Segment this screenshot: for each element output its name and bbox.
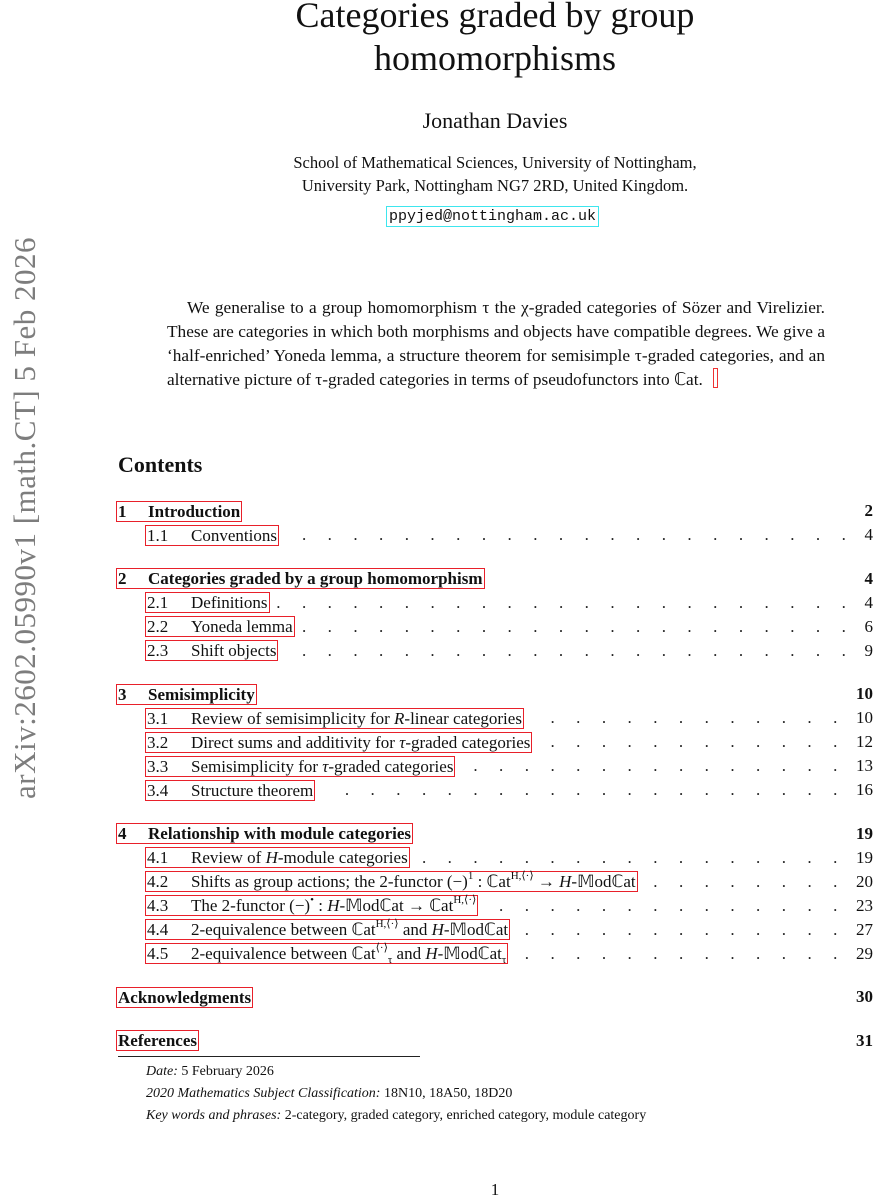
toc-section [118,822,873,846]
toc-page-number: 9 [864,640,873,660]
toc-link[interactable] [145,592,270,613]
toc-page-number: 10 [856,708,873,727]
toc-subsection [118,639,873,663]
toc-title-part: : ℂat [473,872,511,891]
toc-section [118,682,873,706]
toc-title-part: H [265,848,278,867]
toc-title-part: τ [501,954,507,966]
toc-title-part: Shift objects [191,641,277,660]
toc-title-part: -𝕄odℂat [437,944,502,963]
toc-title-part: -graded categories [405,732,531,752]
toc-page-number: 6 [864,616,873,636]
toc-link[interactable] [116,987,253,1008]
toc-title-part: -linear categories [404,708,522,728]
toc-subsection [118,730,873,754]
toc-title-part: References [118,1031,197,1050]
toc-title-part: and [398,920,432,939]
toc-title-part: τ [387,954,393,966]
toc-title-part: -graded categories [328,756,454,776]
toc-number: 3.4 [147,780,169,800]
abstract-text: We generalise to a group homomorphism τ the χ-graded categories of Sözer and Virelizier. These are categories in which both morphisms and objects have compatible degrees. We give a ‘half-enriched’ Yoneda lemma, a structure theorem for semisimple τ-graded categories, and an alternative picture of τ-graded categories in terms of pseudofunctors into ℂat. [167,298,825,389]
footnote-value: 5 February 2026 [177,1064,274,1079]
toc-page-number: 12 [856,732,873,751]
arxiv-identifier-stamp[interactable]: arXiv:2602.05990v1 [math.CT] 5 Feb 2026 [7,237,42,799]
toc-title-part: H,⟨·⟩ [510,870,534,882]
toc-number: 4.1 [147,848,169,867]
toc-title-part: H [327,896,340,915]
dot-leader: . . . . . . . . . . . . . . . . . . . . . . . [276,592,855,612]
toc-title-part: -𝕄odℂat [443,920,509,939]
toc-title-part: ⟨·⟩ [375,942,388,954]
toc-subsection [118,846,873,870]
toc-page-number: 13 [856,756,873,775]
toc-subsection [118,706,873,730]
toc-title-part: and [392,944,426,963]
toc-title-part: -module categories [277,848,408,867]
toc-section [118,985,873,1009]
affiliation-line: School of Mathematical Sciences, University of Nottingham, [293,153,697,172]
footnote-label: Key words and phrases: [146,1108,282,1123]
toc-subsection [118,778,873,802]
toc-subsection [118,870,873,894]
toc-subsection [118,918,873,942]
footnote-rule [118,1056,420,1057]
title-line: homomorphisms [373,38,616,78]
email-link[interactable]: ppyjed@nottingham.ac.uk [386,206,599,227]
footnote-msc [146,1086,512,1102]
toc-page-number: 23 [856,895,873,915]
toc-link[interactable] [116,823,413,844]
dot-leader: . . . . . . . . . . . . [550,708,846,727]
toc-subsection [118,615,873,639]
dot-leader: . . . . . . . . . . . . . . . . . . . . . . [301,525,855,544]
toc-subsection [118,754,873,778]
toc-section [118,1029,873,1053]
toc-number: 3.2 [147,732,169,752]
toc-number: 3 [118,684,127,704]
toc-title-part: Semisimplicity for [191,756,323,776]
toc-title-part: Definitions [191,593,268,612]
toc-link[interactable] [145,780,315,801]
toc-page-number: 20 [856,871,873,891]
toc-number: 4.3 [147,896,169,915]
toc-title-part: 2-equivalence between ℂat [191,944,376,963]
toc-number: 3.3 [147,756,169,776]
toc-link[interactable] [145,847,410,868]
dot-leader: . . . . . . . . . . . . . . . . . . . . [344,780,846,799]
toc-link[interactable] [116,568,485,589]
footnote-label: Date: [146,1064,178,1079]
toc-section [118,567,873,591]
table-of-contents [118,499,873,1053]
toc-page-number: 19 [856,823,873,843]
toc-page-number: 4 [864,525,873,544]
toc-subsection [118,591,873,615]
toc-number: 2.1 [147,593,169,612]
toc-title-part: Direct sums and additivity for [191,732,400,752]
toc-title-part: → [533,872,560,891]
toc-link[interactable] [145,708,524,729]
toc-title-part: H [431,920,444,939]
toc-link[interactable] [116,501,242,522]
toc-page-number: 29 [856,943,873,963]
toc-title-part: 2-equivalence between ℂat [191,920,376,939]
toc-number: 1.1 [147,525,169,545]
dot-leader: . . . . . . . . . . . . . . . . . . . . . . [301,640,855,660]
toc-title-part: Review of [191,848,266,867]
toc-title-part: -𝕄odℂat → ℂat [339,896,454,915]
toc-link[interactable] [145,640,278,661]
toc-link[interactable] [145,732,532,753]
affiliation-line: University Park, Nottingham NG7 2RD, United Kingdom. [301,176,689,195]
dot-leader: . . . . . . . . [653,871,846,891]
paper-title [150,0,840,80]
toc-link[interactable] [145,871,638,892]
author-name: Jonathan Davies [422,108,568,133]
toc-number: 3.1 [147,708,169,728]
toc-title-part: : [313,896,328,915]
dot-leader: . . . . . . . . . . . . [550,732,846,751]
toc-title-part: Categories graded by a group homomorphism [148,569,483,588]
toc-number: 2.3 [147,641,169,660]
toc-title-part: Semisimplicity [148,684,255,704]
toc-number: 4.4 [147,920,169,939]
toc-link[interactable] [145,756,455,777]
toc-link[interactable] [145,895,478,916]
toc-page-number: 19 [856,847,873,867]
toc-title-part: Review of semisimplicity for [191,708,395,728]
toc-page-number: 4 [864,592,873,612]
toc-subsection [118,942,873,966]
toc-page-number: 16 [856,780,873,799]
toc-page-number: 10 [856,684,873,703]
dot-leader: . . . . . . . . . . . . . . . . . . . . . . [301,616,855,636]
toc-number: 4.2 [147,872,169,891]
dot-leader: . . . . . . . . . . . . . . . . . [421,847,846,867]
title-line: Categories graded by group [295,0,695,35]
toc-subsection [118,523,873,547]
toc-link[interactable] [145,919,510,940]
toc-number: 4.5 [147,944,169,963]
toc-link[interactable] [145,525,279,546]
footnote-value: 18N10, 18A50, 18D20 [380,1086,513,1101]
footnote-link-box[interactable] [713,368,718,388]
toc-page-number: 2 [864,501,873,520]
toc-title-part: Acknowledgments [118,987,252,1007]
toc-title-part: Relationship with module categories [148,824,412,843]
footnote-date [146,1064,274,1080]
toc-title-part: 1 [467,870,474,882]
footnote-label: 2020 Mathematics Subject Classification: [146,1086,381,1101]
toc-number: 2.2 [147,617,169,636]
dot-leader: . . . . . . . . . . . . . . . [473,756,846,775]
toc-section [118,499,873,523]
toc-number: 4 [118,824,127,843]
toc-title-part: -𝕄odℂat [571,872,636,891]
toc-title-part: H,⟨·⟩ [453,894,477,906]
toc-number: 1 [118,501,127,521]
toc-number: 2 [118,569,127,588]
footnote-keywords [146,1108,646,1124]
toc-title-part: Yoneda lemma [191,617,293,636]
toc-link[interactable] [116,1030,199,1051]
toc-title-part: τ [322,756,329,776]
toc-link[interactable] [116,684,257,705]
toc-title-part: τ [399,732,406,752]
toc-title-part: Conventions [191,525,277,545]
toc-subsection [118,894,873,918]
page-number: 1 [490,1180,500,1199]
abstract [167,296,825,392]
toc-link[interactable] [145,943,508,964]
toc-title-part: The 2-functor (−) [191,896,311,915]
toc-title-part: H [425,944,438,963]
toc-title-part: • [310,894,314,906]
toc-title-part: Shifts as group actions; the 2-functor (−) [191,872,468,891]
dot-leader: . . . . . . . . . . . . . [524,919,846,939]
contents-heading: Contents [118,452,203,477]
toc-page-number: 4 [864,568,873,588]
toc-title-part: Introduction [148,501,241,521]
toc-link[interactable] [145,616,295,637]
toc-title-part: Structure theorem [191,780,314,800]
dot-leader: . . . . . . . . . . . . . . [499,895,846,915]
toc-page-number: 30 [856,987,873,1006]
footnote-value: 2-category, graded category, enriched category, module category [281,1108,647,1123]
toc-title-part: R [394,708,405,728]
toc-page-number: 31 [856,1030,873,1050]
toc-title-part: H,⟨·⟩ [375,918,399,930]
toc-title-part: H [559,872,572,891]
toc-page-number: 27 [856,919,873,939]
dot-leader: . . . . . . . . . . . . . [524,943,846,963]
